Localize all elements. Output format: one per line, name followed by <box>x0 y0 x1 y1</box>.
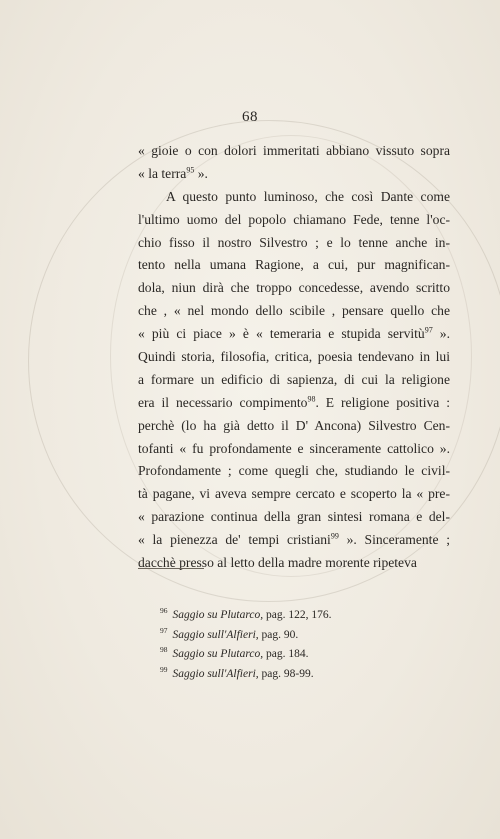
text-line-content: « la terra <box>138 165 187 181</box>
footnote <box>160 665 420 685</box>
text-line-tail: ». <box>432 326 450 342</box>
text-line-tail: ». <box>194 165 208 181</box>
text-line <box>138 277 450 300</box>
text-line-content: dacchè presso al letto della madre morente ripeteva <box>138 555 417 571</box>
footnote-page-ref: pag. 98-99. <box>258 667 314 680</box>
text-line <box>138 254 450 277</box>
footnote-source-title: Saggio sull'Alfieri, <box>172 667 259 680</box>
text-line <box>138 529 450 552</box>
text-line-content: tofanti « fu profondamente e sinceramente cattolico ». <box>138 440 450 456</box>
footnote-page-ref: pag. 122, 176. <box>263 609 332 621</box>
text-line-content: « più ci piace » è « temeraria e stupida servitù <box>138 326 425 342</box>
text-line-content: a formare un edificio di sapienza, di cui la religione <box>138 371 450 387</box>
text-line-tail: ». Sinceramente ; <box>338 532 450 548</box>
text-line <box>138 506 450 529</box>
text-line <box>138 552 450 575</box>
text-line <box>138 483 450 506</box>
footnote-number: 98 <box>160 645 168 655</box>
footnote-source-title: Saggio su Plutarco, <box>172 648 264 660</box>
footnote-number: 99 <box>160 664 168 674</box>
text-line-content: Profondamente ; come quegli che, studiando le civil- <box>138 463 450 479</box>
text-line <box>138 163 450 186</box>
text-line <box>138 209 450 232</box>
text-line <box>138 460 450 483</box>
text-line <box>138 415 450 438</box>
footnote-marker: 99 <box>330 531 339 541</box>
text-line-content: tento nella umana Ragione, a cui, pur magnifican- <box>138 257 450 273</box>
footnote-source-title: Saggio sull'Alfieri, <box>172 628 259 641</box>
footnote-page-ref: pag. 90. <box>258 628 299 641</box>
text-line-content: A questo punto luminoso, che così Dante come <box>166 188 450 204</box>
text-line-content: che , « nel mondo dello scibile , pensare quello che <box>138 303 450 319</box>
footnote-source-title: Saggio su Plutarco, <box>172 609 264 621</box>
footnote <box>160 606 420 626</box>
body-text <box>138 140 450 575</box>
text-line-content: chio fisso il nostro Silvestro ; e lo tenne anche in- <box>138 234 450 250</box>
text-line-content: « la pienezza de' tempi cristiani <box>138 532 331 548</box>
text-line-content: tà pagane, vi aveva sempre cercato e scoperto la « pre- <box>138 486 450 502</box>
footnote <box>160 645 420 665</box>
text-line <box>138 438 450 461</box>
footnote-number: 97 <box>160 625 168 635</box>
text-line <box>138 346 450 369</box>
page-number: 68 <box>242 109 258 125</box>
text-line-content: era il necessario compimento <box>138 394 308 410</box>
text-line <box>138 186 450 209</box>
text-line <box>138 392 450 415</box>
text-line-content: l'ultimo uomo del popolo chiamano Fede, tenne l'oc- <box>138 211 450 227</box>
footnote-page-ref: pag. 184. <box>263 648 309 660</box>
footnote-divider <box>138 568 204 569</box>
text-line <box>138 369 450 392</box>
text-line <box>138 140 450 163</box>
text-line-content: « parazione continua della gran sintesi romana e del- <box>138 509 450 525</box>
text-line-content: Quindi storia, filosofia, critica, poesia tendevano in lui <box>138 349 450 365</box>
footnote <box>160 626 420 646</box>
text-line <box>138 323 450 346</box>
footnotes <box>160 606 420 684</box>
text-line <box>138 232 450 255</box>
footnote-marker: 98 <box>307 394 316 404</box>
text-line <box>138 300 450 323</box>
text-line-tail: . E religione positiva : <box>315 394 450 410</box>
text-line-content: dola, niun dirà che troppo concedesse, avendo scritto <box>138 280 450 296</box>
footnote-marker: 95 <box>186 165 195 175</box>
footnote-marker: 97 <box>424 325 433 335</box>
footnote-number: 96 <box>160 606 168 616</box>
text-line-content: perchè (lo ha già detto il D' Ancona) Silvestro Cen- <box>138 417 450 433</box>
text-line-content: « gioie o con dolori immeritati abbiano vissuto sopra <box>138 143 450 158</box>
